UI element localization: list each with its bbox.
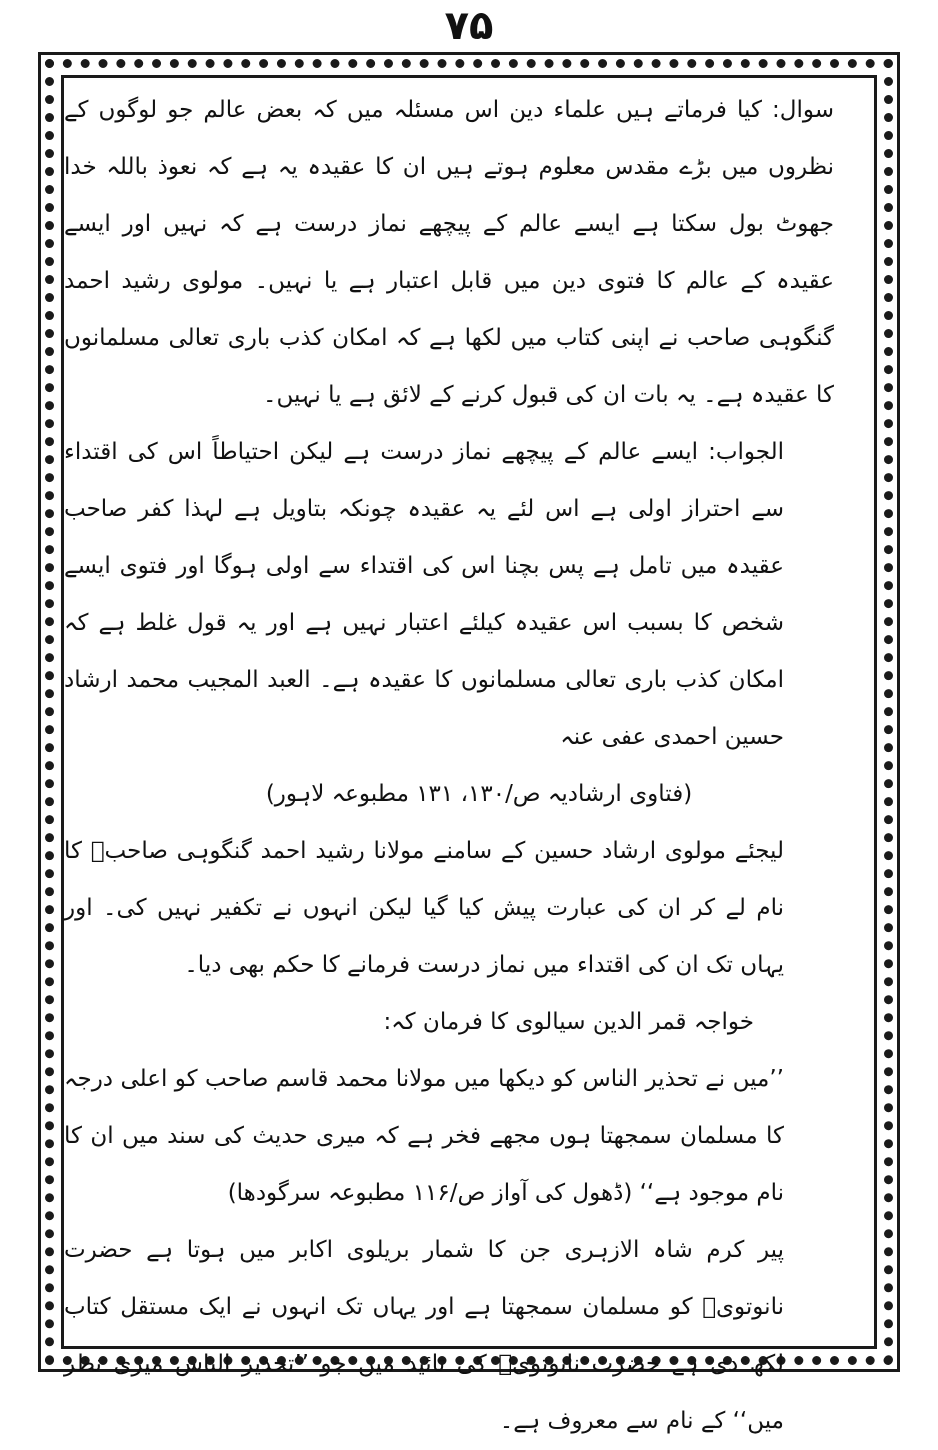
answer-paragraph: الجواب: ایسے عالم کے پیچھے نماز درست ہے لیکن احتیاطاً اس کی اقتداء سے احتراز اولی ہے اس لئے یہ عقیدہ چونکہ بتاویل ہے لہذا کفر صاحب عقیدہ میں تامل ہے پس بچنا اس کی اقتداء سے اولی ہوگا اور فتوی ایسے شخص کا بسبب اس عقیدہ کیلئے اعتبار نہیں ہے اور یہ قول غلط ہے کہ امکان کذب باری تعالی مسلمانوں کا عقیدہ ہے۔ العبد المجیب محمد ارشاد حسین احمدی عفی عنہ	[64, 439, 784, 750]
fatawa-reference: (فتاوی ارشادیہ ص/۱۳۰، ۱۳۱ مطبوعہ لاہور)	[265, 781, 693, 807]
khwaja-heading: خواجہ قمر الدین سیالوی کا فرمان کہ:	[383, 1009, 754, 1035]
page-number: ۷۵	[444, 3, 494, 49]
pir-karam-shah-paragraph: پیر کرم شاہ الازہری جن کا شمار بریلوی اکابر میں ہوتا ہے حضرت نانوتویؒ کو مسلمان سمجھتا ہے اور یہاں تک انہوں نے ایک مستقل کتاب لکھ دی ہے حضرت نانوتویؒ کی تائید میں جو ’’تحذیر الناس میری نظر میں‘‘ کے نام سے معروف ہے۔	[64, 1237, 784, 1434]
khwaja-quote: ’’میں نے تحذیر الناس کو دیکھا میں مولانا محمد قاسم صاحب کو اعلی درجہ کا مسلمان سمجھتا ہوں مجھے فخر ہے کہ میری حدیث کی سند میں ان کا نام موجود ہے‘‘ (ڈھول کی آواز ص/۱۱۶ مطبوعہ سرگودھا)	[64, 1066, 784, 1206]
page-body	[64, 82, 834, 1450]
commentary-paragraph: لیجئے مولوی ارشاد حسین کے سامنے مولانا رشید احمد گنگوہی صاحبؒ کا نام لے کر ان کی عبارت پیش کیا گیا لیکن انہوں نے تکفیر نہیں کی۔ اور یہاں تک ان کی اقتداء میں نماز درست فرمانے کا حکم بھی دیا۔	[64, 838, 784, 978]
question-paragraph: سوال: کیا فرماتے ہیں علماء دین اس مسئلہ میں کہ بعض عالم جو لوگوں کے نظروں میں بڑے مقدس معلوم ہوتے ہیں ان کا عقیدہ یہ ہے کہ نعوذ باللہ خدا جھوٹ بول سکتا ہے ایسے عالم کے پیچھے نماز درست ہے کہ نہیں اور ایسے عقیدہ کے عالم کا فتوی دین میں قابل اعتبار ہے یا نہیں۔ مولوی رشید احمد گنگوہی صاحب نے اپنی کتاب میں لکھا ہے کہ امکان کذب باری تعالی مسلمانوں کا عقیدہ ہے۔ یہ بات ان کی قبول کرنے کے لائق ہے یا نہیں۔	[64, 97, 834, 408]
